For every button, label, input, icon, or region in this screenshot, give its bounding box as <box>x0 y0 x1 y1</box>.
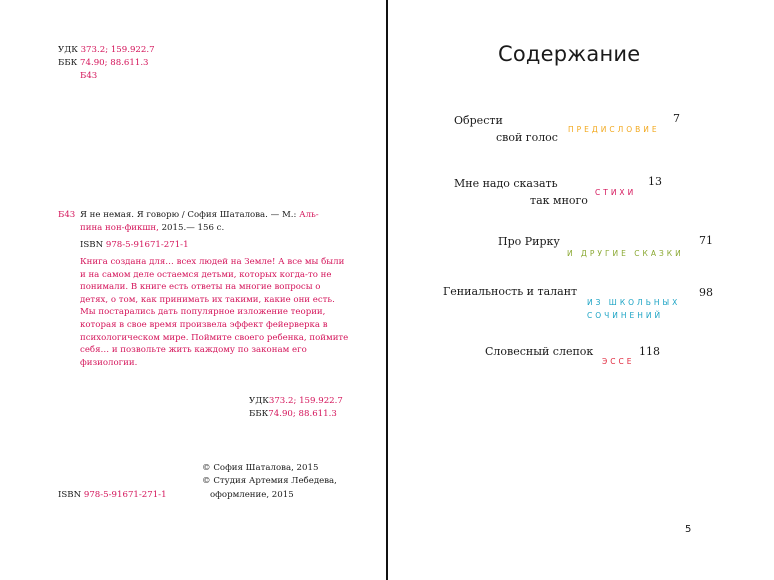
biblio-code: Б43 <box>58 210 76 220</box>
header-udk-value: 373.2; 159.922.7 <box>80 45 155 55</box>
footer-udk-label: УДК <box>249 396 269 406</box>
toc-item-2-line1: Мне надо сказать <box>454 177 558 190</box>
header-code: Б43 <box>80 71 98 81</box>
biblio-line1 <box>80 209 319 221</box>
toc-item-2-section: СТИХИ <box>595 188 637 197</box>
footer-udk-value: 373.2; 159.922.7 <box>268 396 343 406</box>
header-bbk-label: ББК <box>58 58 78 68</box>
left-page <box>0 0 386 580</box>
biblio-line2 <box>80 222 224 234</box>
bottom-isbn-value: 978-5-91671-271-1 <box>83 490 167 500</box>
annotation-text: Книга создана для… всех людей на Земле! А все мы были и на самом деле остаемся детьми, которых когда-то не понимали. В книге есть ответы на многие вопросы о детях, о том, как принимать их такими, какие они есть. Мы постарались дать популярное изложение теории, которая в свое время произвела эффект фейерверка в психологическом мире. Поймите своего ребенка, поймите себя… и позвольте жить каждому по законам его физиологии. <box>80 257 349 368</box>
biblio-line1-black: Я не немая. Я говорю / София Шаталова. — М.: <box>80 210 297 220</box>
bottom-isbn <box>58 489 167 501</box>
toc-item-3-page: 71 <box>699 234 713 247</box>
biblio-line2-black: 2015.— 156 с. <box>161 223 225 233</box>
footer-bbk-label: ББК <box>249 409 269 419</box>
toc-item-2-line2: так много <box>530 194 588 207</box>
toc-item-2-page: 13 <box>648 175 662 188</box>
copyright-author: © София Шаталова, 2015 <box>202 463 319 473</box>
toc-item-1-section: ПРЕДИСЛОВИЕ <box>568 125 660 134</box>
page-number: 5 <box>685 524 692 535</box>
biblio-line1-pink: Аль- <box>299 210 319 220</box>
copyright-studio-line1: © Студия Артемия Лебедева, <box>202 476 337 486</box>
isbn-line <box>80 239 189 251</box>
toc-item-3-section: И ДРУГИЕ СКАЗКИ <box>567 249 684 258</box>
page-title: Содержание <box>498 42 641 66</box>
header-bbk-value: 74.90; 88.611.3 <box>80 58 149 68</box>
toc-item-4-line1: Гениальность и талант <box>443 285 578 298</box>
footer-bbk <box>249 408 337 420</box>
toc-item-5-section: ЭССЕ <box>602 357 635 366</box>
toc-item-1-line1: Обрести <box>454 114 503 127</box>
header-udk-label: УДК <box>58 45 78 55</box>
footer-bbk-value: 74.90; 88.611.3 <box>268 409 337 419</box>
isbn-label: ISBN <box>80 240 104 250</box>
header-udk <box>58 44 155 56</box>
toc-item-1-line2: свой голос <box>496 131 558 144</box>
footer-udk <box>249 395 343 407</box>
toc-item-3-line1: Про Рирку <box>498 235 560 248</box>
bottom-isbn-label: ISBN <box>58 490 82 500</box>
toc-item-4-page: 98 <box>699 286 713 299</box>
toc-item-5-line1: Словесный слепок <box>485 345 594 358</box>
toc-item-5-page: 118 <box>639 345 660 358</box>
toc-item-1-page: 7 <box>673 112 680 125</box>
copyright-studio-line2: оформление, 2015 <box>210 490 294 500</box>
header-bbk <box>58 57 149 69</box>
biblio-line2-pink: пина нон-фикшн, <box>80 223 159 233</box>
toc-item-4-section-line2: СОЧИНЕНИЙ <box>587 311 664 320</box>
toc-item-4-section-line1: ИЗ ШКОЛЬНЫХ <box>587 298 681 307</box>
isbn-value: 978-5-91671-271-1 <box>105 240 189 250</box>
right-page <box>388 0 774 580</box>
